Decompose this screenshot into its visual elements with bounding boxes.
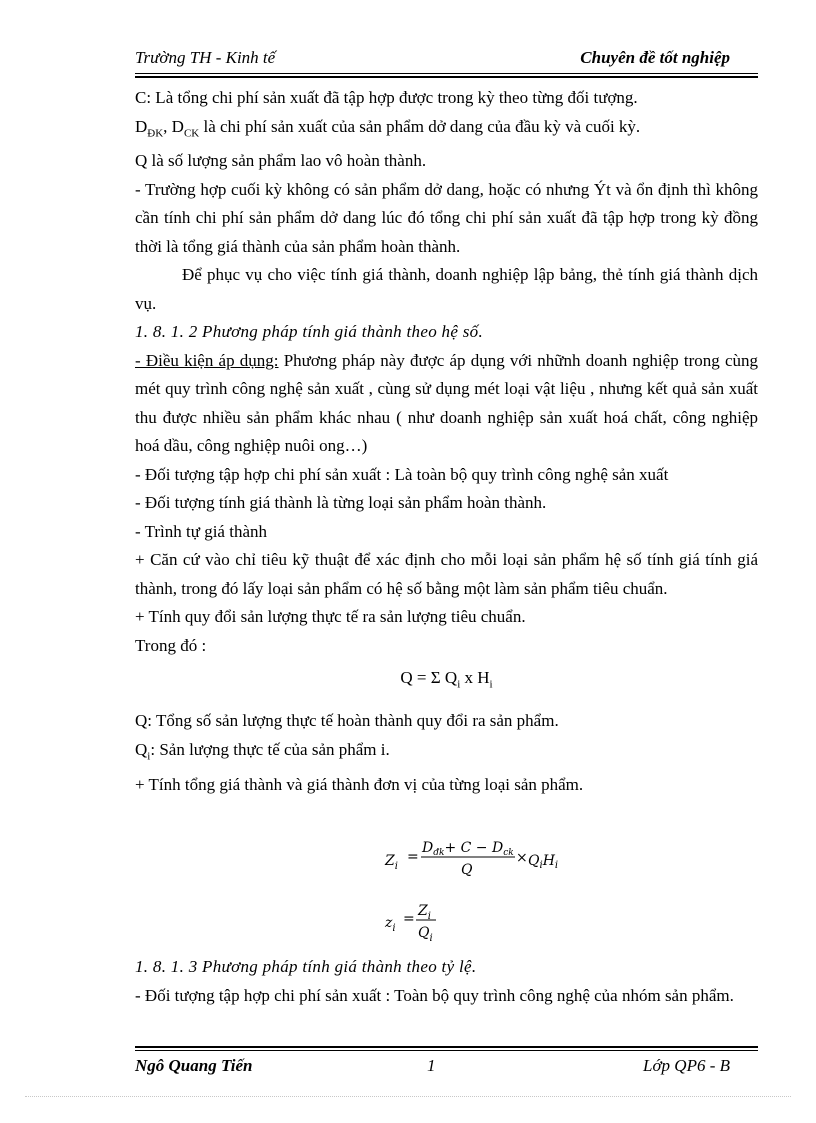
f3-eq: = <box>403 911 415 928</box>
f2-eq: = <box>407 849 419 866</box>
page-footer <box>135 1056 730 1078</box>
page-bottom-divider <box>25 1096 791 1097</box>
document-body <box>135 84 758 1010</box>
footer-page-number: 1 <box>427 1056 436 1075</box>
label-underlined: - Điều kiện áp dụng: <box>135 350 279 370</box>
paragraph: - Đối tượng tập hợp chi phí sản xuất : Là toàn bộ quy trình công nghệ sản xuất <box>135 464 669 484</box>
paragraph: Để phục vụ cho việc tính giá thành, doanh nghiệp lập bảng, thẻ tính giá thành dịch vụ. <box>135 265 758 313</box>
header-title: Chuyên đề tốt nghiệp <box>580 48 730 67</box>
paragraph: + Căn cứ vào chỉ tiêu kỹ thuật để xác định cho mỗi loại sản phẩm hệ số tính giá tính giá thành, trong đó lấy loại sản phẩm có hệ số bằng một làm sản phẩm tiêu chuẩn. <box>135 550 758 598</box>
f3-z: $z_i$ <box>385 915 396 935</box>
f2-z: $Z_i$ <box>385 853 398 873</box>
paragraph: - Điều kiện áp dụng: Phương pháp này được áp dụng với nhữnh doanh nghiệp trong cùng mét quy trình công nghệ sản xuất , cùng sử dụng mét loại vật liệu , nhưng kết quả sản xuất thu được nhiều sản phẩm khác nhau ( như doanh nghiệp sản xuất hoá chất, công nghiệp hoá dầu, công nghiệp nuôi ong…) <box>135 350 759 456</box>
f2-numerator: $D_{đk}+ C - D_{ck}$ <box>422 840 514 859</box>
formula-q-total: Q = Σ $Q_i$ x $H_i$ <box>400 668 493 691</box>
paragraph: $D_{ĐK}$, $D_{CK}$ là chi phí sản xuất của sản phẩm dở dang của đầu kỳ và cuối kỳ. <box>135 116 641 139</box>
paragraph: - Đối tượng tính giá thành là từng loại sản phẩm hoàn thành. <box>135 493 547 513</box>
paragraph: Trong đó : <box>135 635 207 655</box>
section-heading: 1. 8. 1. 3 Phương pháp tính giá thành theo tỷ lệ. <box>135 957 477 977</box>
formula-block <box>135 799 758 911</box>
paragraph: $Q_i$: Sản lượng thực tế của sản phẩm i. <box>135 739 390 763</box>
paragraph: Q: Tổng số sản lượng thực tế hoàn thành quy đổi ra sản phẩm. <box>135 711 559 731</box>
formula-block-2 <box>135 899 758 953</box>
f2-qh: $Q_iH_i$ <box>528 853 559 872</box>
paragraph: - Đối tượng tập hợp chi phí sản xuất : Toàn bộ quy trình công nghệ của nhóm sản phẩm. <box>135 985 734 1005</box>
paragraph: + Tính tổng giá thành và giá thành đơn vị của từng loại sản phẩm. <box>135 774 584 794</box>
header-rule-thick <box>135 76 758 78</box>
paragraph: C: Là tổng chi phí sản xuất đã tập hợp được trong kỳ theo từng đối tượng. <box>135 88 638 107</box>
f2-denominator: Q <box>461 862 473 879</box>
formula-svg <box>135 799 758 911</box>
page-header <box>135 48 758 72</box>
f3-num: $Z_i$ <box>418 903 431 923</box>
paragraph: - Trường hợp cuối kỳ không có sản phẩm dở dang, hoặc có nhưng Ýt và ổn định thì không cần tính chi phí sản phẩm dở dang lúc đó tổng chi phí sản xuất đã tập hợp trong kỳ đồng thời là tổng giá thành của sản phẩm hoàn thành. <box>135 179 758 256</box>
footer-rule-thin <box>135 1050 758 1051</box>
section-heading: 1. 8. 1. 2 Phương pháp tính giá thành theo hệ số. <box>135 322 484 342</box>
f2-times: × <box>516 850 528 867</box>
header-school: Trường TH - Kinh tế <box>135 48 276 67</box>
paragraph: + Tính quy đổi sản lượng thực tế ra sản lượng tiêu chuẩn. <box>135 607 526 627</box>
header-rule-thin <box>135 73 758 74</box>
formula-svg-2 <box>135 899 758 953</box>
footer-rule-thick <box>135 1046 758 1048</box>
f3-den: $Q_i$ <box>418 925 433 945</box>
paragraph: - Trình tự giá thành <box>135 521 267 541</box>
footer-class: Lớp QP6 - B <box>643 1056 730 1075</box>
paragraph: Q là số lượng sản phẩm lao vô hoàn thành. <box>135 151 427 171</box>
footer-author: Ngô Quang Tiến <box>135 1056 253 1075</box>
